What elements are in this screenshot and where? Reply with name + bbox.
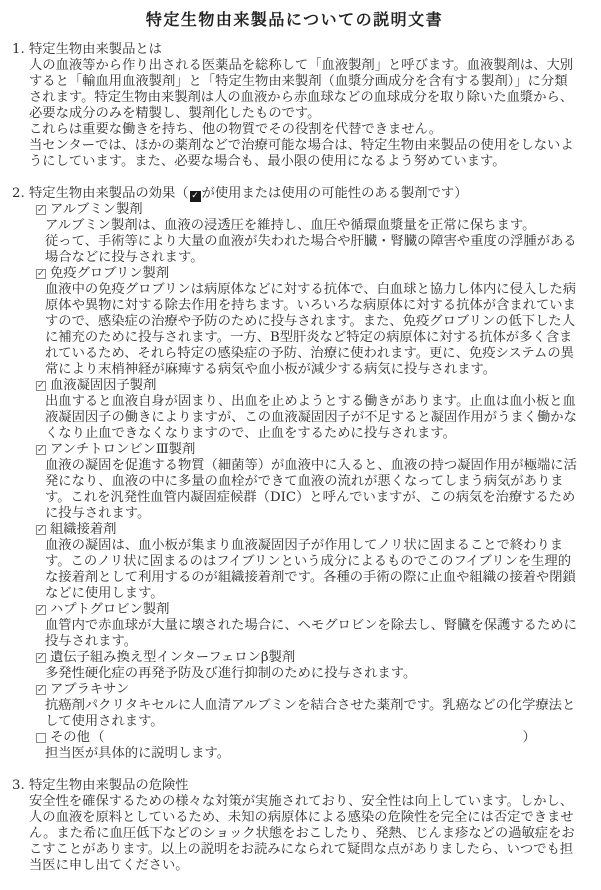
product-label: 遺伝子組み換え型インターフェロンβ製剤 bbox=[50, 650, 296, 665]
section-paragraph: 安全性を確保するための様々な対策が実施されており、安全性は向上しています。しかし、人の血液を原料としているため、未知の病原体による感染の危険性を完全には否定できません。また希に血圧低下などのショック状態をおこしたり、発熱、じんま疹などの過敏症をおこすことがあります。以上の説明をお読みになられて疑問な点がありましたら、いつでも担当医に申し出てください。 bbox=[29, 794, 575, 873]
section-number: 1. bbox=[12, 42, 25, 57]
product-description: 抗癌剤パクリタキセルに人血清アルブミンを結合させた薬剤です。乳癌などの化学療法として使用されます。 bbox=[45, 698, 576, 729]
product-description: 血液中の免疫グロブリンは病原体などに対する抗体で、白血球と協力し体内に侵入した病原体や異物に対する除去作用を持ちます。いろいろな病原体に対する抗体が含まれていますので、感染症の治療や予防のために投与されます。また、免疫グロブリンの低下した人に補充のために投与されます。一方、B型肝炎など特定の病原体に対する抗体が多く含まれているため、それら特定の感染症の予防、治療に使われます。更に、免疫システムの異常により末梢神経が麻痺する病気や血小板が減少する病気に投与されます。 bbox=[45, 282, 577, 377]
checkbox-abraxane[interactable] bbox=[36, 685, 46, 695]
product-description: 多発性硬化症の再発予防及び進行抑制のために投与されます。 bbox=[45, 666, 417, 681]
product-item-antithrombin-iii bbox=[36, 442, 577, 522]
product-item-other bbox=[36, 730, 577, 762]
product-item-haptoglobin bbox=[36, 602, 577, 650]
product-description: 出血すると血液自身が固まり、出血を止めようとする働きがあります。止血は血小板と血液凝固因子の働きによりますが、この血液凝固因子が不足すると凝固作用がうまく働かなくなり止血できなくなりますので、止血をするために投与されます。 bbox=[45, 394, 577, 441]
section-effects-of-biological-products bbox=[12, 186, 577, 762]
section-heading-suffix: が使用または使用の可能性のある製剤です） bbox=[201, 186, 468, 201]
product-description: 担当医が具体的に説明します。 bbox=[45, 746, 231, 761]
product-label: その他 （ ） bbox=[50, 730, 536, 745]
checkbox-interferon-beta[interactable] bbox=[36, 653, 46, 663]
section-paragraph: これらは重要な働きを持ち、他の物質でその役割を代替できません。 bbox=[29, 122, 443, 137]
product-item-interferon-beta bbox=[36, 650, 577, 682]
other-blank-field[interactable] bbox=[105, 740, 523, 741]
product-label: 血液凝固因子製剤 bbox=[50, 378, 157, 393]
section-risks-of-biological-products bbox=[12, 778, 577, 874]
product-label: ハプトグロビン製剤 bbox=[50, 602, 170, 617]
section-what-are-biological-products bbox=[12, 42, 577, 170]
section-paragraph: 当センターでは、ほかの薬剤などで治療可能な場合は、特定生物由来製品の使用をしないようにしています。また、必要な場合も、最小限の使用になるよう努めています。 bbox=[29, 138, 574, 169]
blank-close-paren: ） bbox=[522, 730, 536, 745]
section-heading: 特定生物由来製品の危険性 bbox=[29, 778, 189, 793]
checkbox-antithrombin-iii[interactable] bbox=[36, 445, 46, 455]
product-item-immunoglobulin bbox=[36, 266, 577, 378]
product-description: 血液の凝固を促進する物質（細菌等）が血液中に入ると、血液の持つ凝固作用が極端に活発になり、血液の中に多量の血栓ができて血液の流れが悪くなってしまう病気があります。これを汎発性血管内凝固症候群（DIC）と呼んでいますが、この病気を治療するために投与されます。 bbox=[45, 458, 577, 521]
section-paragraph: 人の血液等から作り出される医薬品を総称して「血液製剤」と呼びます。血液製剤は、大別すると「輸血用血液製剤」と「特定生物由来製剤（血漿分画成分を含有する製剤）」に分類されます。特定生物由来製剤は人の血液から赤血球などの血球成分を取り除いた血漿から、必要な成分のみを精製し、製剤化したものです。 bbox=[29, 58, 574, 121]
section-heading-prefix: 特定生物由来製品の効果（ bbox=[29, 186, 189, 201]
section-heading: 特定生物由来製品とは bbox=[29, 42, 162, 57]
blank-open-paren: （ bbox=[91, 730, 105, 745]
checkbox-haptoglobin[interactable] bbox=[36, 605, 46, 615]
product-label: アンチトロンビンⅢ製剤 bbox=[50, 442, 196, 457]
checkbox-albumin[interactable] bbox=[36, 205, 46, 215]
product-label: 免疫グロブリン製剤 bbox=[50, 266, 170, 281]
section-heading bbox=[29, 186, 577, 202]
document-title: 特定生物由来製品についての説明文書 bbox=[145, 10, 444, 29]
checkbox-coagulation-factor[interactable] bbox=[36, 381, 46, 391]
checkbox-tissue-adhesive[interactable] bbox=[36, 525, 46, 535]
product-item-tissue-adhesive bbox=[36, 522, 577, 602]
product-description: 血液の凝固は、血小板が集まり血液凝固因子が作用してノリ状に固まることで終わります。このノリ状に固まるのはフイブリンという成分によるものでこのフイブリンを生理的な接着剤として利用するのが組織接着剤です。各種の手術の際に止血や組織の接着や閉鎖などに使用します。 bbox=[45, 538, 576, 601]
checkbox-other[interactable] bbox=[36, 733, 46, 743]
checked-checkbox-example-icon bbox=[190, 191, 201, 202]
product-item-abraxane bbox=[36, 682, 577, 730]
product-label: アブラキサン bbox=[50, 682, 130, 697]
product-label: 組織接着剤 bbox=[50, 522, 117, 537]
product-checkbox-list bbox=[36, 202, 577, 762]
section-number: 2. bbox=[12, 186, 25, 201]
product-item-albumin bbox=[36, 202, 577, 266]
product-item-coagulation-factor bbox=[36, 378, 577, 442]
product-description: 血管内で赤血球が大量に壊された場合に、ヘモグロビンを除去し、腎臓を保護するために投与されます。 bbox=[45, 618, 577, 649]
checkbox-immunoglobulin[interactable] bbox=[36, 269, 46, 279]
product-label: アルブミン製剤 bbox=[50, 202, 143, 217]
product-description: アルブミン製剤は、血液の浸透圧を維持し、血圧や循環血漿量を正常に保ちます。 bbox=[45, 218, 536, 233]
section-number: 3. bbox=[12, 778, 25, 793]
product-description: 従って、手術等により大量の血液が失われた場合や肝臓・腎臓の障害や重度の浮腫がある場合などに投与されます。 bbox=[45, 234, 577, 265]
